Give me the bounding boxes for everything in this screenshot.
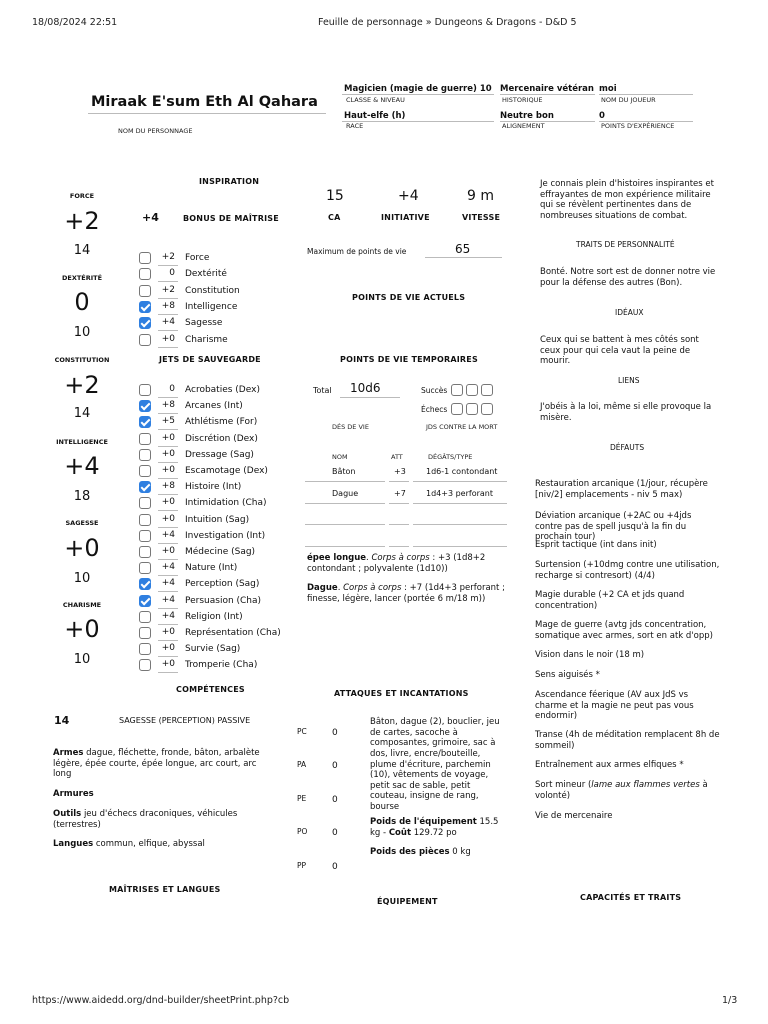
background-underline (500, 94, 595, 95)
saving-throw-checkbox[interactable] (139, 268, 151, 280)
equipment-cost-value: 129.72 po (413, 827, 457, 838)
speed-label: VITESSE (462, 213, 501, 222)
skill-modifier: +4 (161, 529, 175, 540)
skill-modifier: +0 (161, 627, 175, 637)
attack-damage-underline (413, 481, 507, 482)
skill-checkbox[interactable] (139, 433, 151, 445)
passive-perception-label: SAGESSE (PERCEPTION) PASSIVE (119, 716, 251, 725)
skill-name: Représentation (Cha) (185, 628, 281, 638)
ability-modifier: +4 (64, 452, 100, 480)
ability-modifier: +2 (64, 207, 100, 235)
death-save-success-box-2[interactable] (466, 384, 478, 396)
saving-throw-name: Intelligence (185, 301, 238, 312)
attack-empty-name-1 (305, 524, 385, 525)
skill-modifier: +0 (161, 448, 175, 459)
attack-empty-dmg-1 (413, 524, 507, 525)
attack-name-underline (305, 481, 385, 482)
ability-modifier: +0 (64, 534, 100, 562)
skill-checkbox[interactable] (139, 546, 151, 558)
print-url: https://www.aidedd.org/dnd-builder/sheetPrint.php?cb (32, 995, 290, 1006)
skill-checkbox[interactable] (139, 400, 151, 412)
inspiration-label: INSPIRATION (199, 177, 260, 186)
saving-throw-modifier: +4 (161, 317, 175, 328)
saving-throw-checkbox[interactable] (139, 301, 151, 313)
attack-name: Dague (332, 489, 359, 498)
name-underline (88, 113, 326, 114)
skill-name: Arcanes (Int) (185, 401, 243, 412)
feature-cantrip-post: à volonté) (535, 780, 708, 801)
print-datetime: 18/08/2024 22:51 (32, 17, 118, 28)
feature-cantrip-name: lame aux flammes vertes (591, 780, 700, 790)
features-title: CAPACITÉS ET TRAITS (580, 893, 682, 902)
attack-empty-att-1 (389, 524, 409, 525)
saving-throw-name: Charisme (185, 334, 228, 345)
death-saves-label: JDS CONTRE LA MORT (426, 423, 498, 431)
background-label: HISTORIQUE (502, 96, 543, 104)
attack-damage-underline (413, 503, 507, 504)
attack-bonus: +3 (394, 467, 406, 476)
class-underline (342, 94, 494, 95)
ability-label: SAGESSE (65, 519, 99, 527)
skill-modifier: +4 (161, 578, 175, 589)
skill-checkbox[interactable] (139, 643, 151, 655)
skill-underline (158, 672, 178, 673)
skill-underline (158, 413, 178, 414)
armor-class-value: 15 (326, 188, 344, 204)
alignment-label: ALIGNEMENT (502, 122, 545, 130)
ability-label: INTELLIGENCE (56, 438, 108, 446)
race-underline (342, 121, 494, 122)
equipment-title: ÉQUIPEMENT (377, 897, 438, 906)
equipment-weight-label: Poids de l'équipement (370, 817, 477, 827)
saving-throw-modifier: +0 (161, 333, 175, 344)
skill-modifier: +8 (161, 481, 175, 492)
xp-label: POINTS D'EXPÉRIENCE (601, 122, 675, 130)
coin-label: PA (297, 760, 307, 769)
skill-checkbox[interactable] (139, 465, 151, 477)
ability-modifier: +0 (64, 615, 100, 643)
saving-throws-title: JETS DE SAUVEGARDE (159, 355, 261, 364)
feature-item: Restauration arcanique (1/jour, récupère [niv/2] emplacements - niv 5 max) (535, 479, 708, 500)
skill-modifier: +0 (161, 643, 175, 654)
equipment-weight-value: 15.5 kg (370, 817, 499, 838)
armor-class-label: CA (328, 213, 341, 222)
skill-underline (158, 591, 178, 592)
skill-underline (158, 559, 178, 560)
equipment-cost-label: Coût (388, 827, 412, 838)
flaws-label: DÉFAUTS (610, 443, 645, 452)
hit-dice-underline (340, 397, 400, 398)
feature-item: Surtension (+10dmg contre une utilisation, recharge si contresort) (4/4) (535, 560, 720, 581)
feature-mercenary-life: Vie de mercenaire (535, 811, 613, 821)
skill-underline (158, 608, 178, 609)
bonds-label: LIENS (618, 376, 640, 385)
proficiency-bonus: +4 (142, 211, 159, 224)
skill-name: Histoire (Int) (185, 482, 242, 493)
bonds: Ceux qui se battent à mes côtés sont ceux pour qui cela vaut la peine de mourir. (540, 335, 699, 367)
skill-checkbox[interactable] (139, 449, 151, 461)
attacks-col-name: NOM (332, 453, 348, 461)
coin-label: PC (297, 727, 307, 736)
attack-empty-name-2 (305, 546, 385, 547)
attack-bonus-underline (389, 481, 409, 482)
player-name: moi (599, 84, 617, 94)
attack-note-dagger-text: : +7 (1d4+3 perforant ; finesse, légère, lancer (portée 6 m/18 m)) (307, 583, 505, 604)
tools-proficiency (53, 809, 268, 830)
print-title: Feuille de personnage » Dungeons & Dragons - D&D 5 (318, 17, 577, 28)
skill-modifier: +0 (161, 465, 175, 475)
feature-item: Vision dans le noir (18 m) (535, 650, 645, 660)
tools-list: jeu d'échecs draconiques, véhicules (terrestres) (53, 809, 238, 830)
saving-throw-underline (158, 265, 178, 266)
equipment-items: Bâton, dague (2), bouclier, jeu de cartes, sacoche à composantes, grimoire, sac à dos, livre, encre/bouteille, plume d'écriture, parchemin (10), vêtements de voyage, petit sac de sable, petit couteau, insigne de rang, bourse (370, 717, 500, 812)
saving-throw-underline (158, 298, 178, 299)
saving-throw-underline (158, 314, 178, 315)
feature-cantrip-pre: Sort mineur ( (535, 780, 592, 790)
ability-label: CONSTITUTION (54, 356, 110, 364)
feature-cantrip (535, 780, 720, 801)
skill-checkbox[interactable] (139, 514, 151, 526)
skill-name: Tromperie (Cha) (185, 660, 258, 671)
skill-checkbox[interactable] (139, 384, 151, 396)
attack-note-longsword-name: épee longue (307, 553, 367, 563)
feature-item: Entraînement aux armes elfiques * (535, 760, 684, 770)
attacks-col-att: ATT (391, 453, 403, 461)
death-save-success-box-3[interactable] (481, 384, 493, 396)
skill-modifier: +0 (161, 497, 175, 508)
skill-name: Perception (Sag) (185, 579, 260, 590)
saving-throw-underline (158, 281, 178, 282)
skill-name: Intuition (Sag) (185, 514, 250, 525)
hit-dice-total-label: Total (313, 386, 332, 395)
feature-item: Magie durable (+2 CA et jds quand concentration) (535, 590, 685, 611)
temp-hp-label: POINTS DE VIE TEMPORAIRES (340, 355, 478, 364)
attack-note-dagger-type: Corps à corps (343, 583, 402, 593)
attacks-col-dmg: DÉGÂTS/TYPE (428, 453, 473, 461)
attack-name-underline (305, 503, 385, 504)
ability-score: 14 (73, 243, 91, 258)
saving-throw-name: Force (185, 253, 210, 263)
skill-checkbox[interactable] (139, 611, 151, 623)
skill-underline (158, 397, 178, 398)
max-hp-underline (425, 257, 502, 258)
ability-modifier: 0 (74, 288, 90, 316)
attack-empty-att-2 (389, 546, 409, 547)
death-save-failure-label: Échecs (421, 405, 448, 414)
class-level: Magicien (magie de guerre) 10 (344, 84, 492, 94)
ability-score: 10 (73, 571, 91, 586)
skill-modifier: +8 (161, 400, 175, 411)
hit-dice-total: 10d6 (350, 381, 381, 395)
skill-checkbox[interactable] (139, 530, 151, 542)
skill-checkbox[interactable] (139, 578, 151, 590)
ability-score: 14 (73, 406, 91, 421)
coin-weight-value: 0 kg (452, 847, 471, 857)
coin-value: 0 (332, 728, 338, 738)
ability-label: FORCE (69, 192, 95, 200)
feature-item: Mage de guerre (avtg jds concentration, somatique avec armes, sort en atk d'opp) (535, 620, 713, 641)
saving-throw-name: Dextérité (185, 269, 227, 280)
coin-value: 0 (332, 795, 338, 805)
skill-underline (158, 575, 178, 576)
skill-modifier: +0 (161, 432, 175, 443)
death-save-success-box-1[interactable] (451, 384, 463, 396)
attack-bonus-underline (389, 503, 409, 504)
feature-item: Ascendance féerique (AV aux JdS vs charme et la magie ne peut pas vous endormir) (535, 690, 694, 722)
character-name-label: NOM DU PERSONNAGE (118, 127, 193, 135)
skill-underline (158, 656, 178, 657)
skill-underline (158, 446, 178, 447)
passive-perception-value: 14 (54, 714, 70, 727)
saving-throw-modifier: +2 (161, 284, 175, 295)
coin-value: 0 (332, 761, 338, 771)
skill-checkbox[interactable] (139, 562, 151, 574)
saving-throw-modifier: +2 (161, 252, 175, 262)
coin-weight (370, 847, 471, 857)
background: Mercenaire vétéran (500, 84, 594, 94)
attack-note-longsword-text: : +3 (1d8+2 contondant ; polyvalente (1d10)) (307, 553, 486, 574)
attack-damage: 1d6-1 contondant (426, 467, 498, 476)
skill-modifier: +0 (161, 513, 175, 524)
current-hp-label: POINTS DE VIE ACTUELS (352, 293, 466, 302)
weapons-list: dague, fléchette, fronde, bâton, arbalète légère, épée courte, épée longue, arc court, arc long (53, 748, 260, 780)
attack-bonus: +7 (394, 489, 406, 498)
player-label: NOM DU JOUEUR (601, 96, 656, 104)
initiative-value: +4 (398, 188, 419, 204)
skills-title: COMPÉTENCES (176, 685, 245, 694)
skill-underline (158, 640, 178, 641)
ideals-label: IDÉAUX (615, 308, 644, 317)
skill-name: Dressage (Sag) (185, 449, 254, 460)
skill-underline (158, 543, 178, 544)
skill-underline (158, 624, 178, 625)
saving-throw-checkbox[interactable] (139, 317, 151, 329)
hit-dice-label: DÉS DE VIE (332, 423, 369, 431)
attack-name: Bâton (332, 467, 356, 476)
saving-throw-checkbox[interactable] (139, 334, 151, 346)
death-save-success-label: Succès (421, 386, 448, 395)
saving-throw-checkbox[interactable] (139, 252, 151, 264)
race-label: RACE (346, 122, 364, 130)
experience-points: 0 (599, 111, 605, 121)
skill-name: Athlétisme (For) (185, 417, 258, 428)
coin-weight-label: Poids des pièces (370, 847, 450, 857)
coin-value: 0 (332, 828, 338, 838)
feature-item: Transe (4h de méditation remplacent 8h de sommeil) (535, 730, 720, 751)
skill-name: Nature (Int) (185, 563, 238, 574)
saving-throw-name: Constitution (185, 285, 240, 296)
max-hp-label: Maximum de points de vie (307, 247, 407, 256)
coin-label: PE (297, 794, 307, 803)
skill-name: Médecine (Sag) (185, 547, 256, 557)
initiative-label: INITIATIVE (381, 213, 430, 222)
saving-throw-modifier: +8 (161, 300, 175, 311)
skill-underline (158, 494, 178, 495)
attack-empty-dmg-2 (413, 546, 507, 547)
skill-checkbox[interactable] (139, 497, 151, 509)
skill-modifier: +4 (161, 594, 175, 605)
languages (53, 839, 205, 849)
alignment: Neutre bon (500, 111, 554, 121)
skill-name: Survie (Sag) (185, 644, 241, 655)
death-save-failure-box-3[interactable] (481, 403, 493, 415)
coin-label: PP (297, 861, 307, 870)
death-save-failure-box-1[interactable] (451, 403, 463, 415)
saving-throw-underline (158, 347, 178, 348)
feature-item: Déviation arcanique (+2AC ou +4jds contre pas de spell jusqu'à la fin du prochain tour) (535, 511, 692, 543)
saving-throw-checkbox[interactable] (139, 285, 151, 297)
feature-item: Esprit tactique (int dans init) (535, 540, 657, 550)
ability-modifier: +2 (64, 371, 100, 399)
death-save-failure-box-2[interactable] (466, 403, 478, 415)
ability-score: 10 (73, 325, 91, 340)
ability-label: DEXTÉRITÉ (61, 274, 103, 282)
skill-underline (158, 462, 178, 463)
skill-checkbox[interactable] (139, 481, 151, 493)
proficiency-label: BONUS DE MAÎTRISE (183, 214, 279, 223)
skill-name: Investigation (Int) (185, 530, 266, 541)
attacks-title: ATTAQUES ET INCANTATIONS (334, 689, 469, 698)
personality-traits: Je connais plein d'histoires inspirantes et effrayantes de mon expérience militaire qui se révèlent pertinentes dans de nombreuses situations de combat. (540, 179, 714, 221)
ability-label: CHARISME (62, 601, 102, 609)
armor-label: Armures (53, 789, 94, 799)
skill-underline (158, 478, 178, 479)
skill-modifier: +5 (161, 416, 175, 427)
languages-list: commun, elfique, abyssal (95, 839, 205, 849)
coin-value: 0 (332, 862, 338, 872)
attack-note-longsword-type: Corps à corps (371, 553, 430, 563)
skill-modifier: +4 (161, 610, 175, 621)
attack-damage: 1d4+3 perforant (426, 489, 493, 498)
proficiencies-title: MAÎTRISES ET LANGUES (109, 885, 221, 894)
race: Haut-elfe (h) (344, 111, 406, 121)
feature-item: Sens aiguisés * (535, 670, 600, 680)
print-page-number: 1/3 (722, 995, 738, 1006)
saving-throw-underline (158, 330, 178, 331)
skill-underline (158, 527, 178, 528)
skill-checkbox[interactable] (139, 595, 151, 607)
skill-name: Acrobaties (Dex) (185, 385, 260, 395)
skill-name: Intimidation (Cha) (185, 498, 267, 509)
skill-modifier: +0 (161, 546, 175, 556)
skill-checkbox[interactable] (139, 416, 151, 428)
skill-name: Persuasion (Cha) (185, 595, 262, 606)
skill-checkbox[interactable] (139, 627, 151, 639)
saving-throw-modifier: 0 (169, 268, 175, 279)
ability-score: 18 (73, 489, 91, 504)
attack-note-dagger-name: Dague (307, 583, 338, 593)
class-label: CLASSE & NIVEAU (346, 96, 405, 104)
player-underline (599, 94, 693, 95)
skill-name: Religion (Int) (185, 611, 243, 622)
skill-checkbox[interactable] (139, 659, 151, 671)
max-hp-value: 65 (455, 242, 471, 256)
weapons-label: Armes (53, 748, 84, 758)
coin-label: PO (297, 827, 308, 836)
saving-throw-name: Sagesse (185, 318, 223, 329)
skill-underline (158, 429, 178, 430)
skill-modifier: 0 (169, 384, 175, 394)
ideals: Bonté. Notre sort est de donner notre vie pour la défense des autres (Bon). (540, 267, 716, 288)
flaws: J'obéis à la loi, même si elle provoque la misère. (540, 402, 712, 423)
speed-value: 9 m (467, 188, 494, 204)
personality-traits-label: TRAITS DE PERSONNALITÉ (576, 240, 675, 249)
character-name: Miraak E'sum Eth Al Qahara (91, 94, 318, 110)
attack-note-longsword: épee longue. Corps à corps : +3 (1d8+2 contondant ; polyvalente (1d10)) (307, 553, 486, 574)
ability-score: 10 (73, 652, 91, 667)
skill-modifier: +0 (161, 659, 175, 670)
skill-name: Discrétion (Dex) (185, 433, 258, 444)
skill-name: Escamotage (Dex) (185, 466, 268, 476)
skill-modifier: +4 (161, 562, 175, 573)
skill-underline (158, 510, 178, 511)
equipment-weight: Poids de l'équipement 15.5 kg - Coût 129.72 po (370, 817, 499, 838)
languages-label: Langues (53, 839, 94, 849)
attack-note-dagger: Dague. Corps à corps : +7 (1d4+3 perforant ; finesse, légère, lancer (portée 6 m/18 m)) (307, 583, 505, 604)
tools-label: Outils (53, 809, 82, 819)
weapons-proficiency (53, 748, 268, 780)
